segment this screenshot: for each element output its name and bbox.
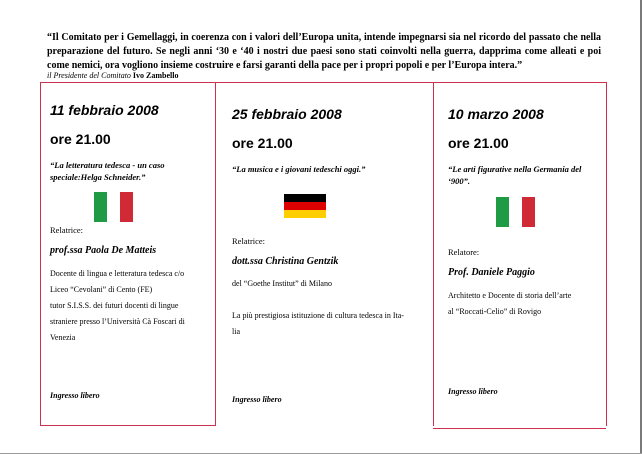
- germany-flag: [284, 194, 326, 218]
- column-divider-left: [40, 82, 41, 426]
- description-line: del “Goethe Institut” di Milano: [232, 279, 332, 288]
- entry-note: Ingresso libero: [448, 387, 498, 396]
- description-line: Venezia: [50, 333, 76, 342]
- event-topic: “Le arti figurative nella Germania del ‘900”.: [448, 164, 582, 186]
- speaker-name: prof.ssa Paola De Matteis: [50, 245, 157, 256]
- event-date: 11 febbraio 2008: [50, 102, 159, 118]
- role-label: Relatrice:: [50, 225, 84, 235]
- committee-quote: “Il Comitato per i Gemellaggi, in coerenza con i valori dell’Europa unita, intende impegnarsi sia nel ricordo del passato che nella preparazione del futuro. Se negli anni ‘30 e ‘40 i nostri due paesi sono stati coinvolti nella guerra, dapprima come alleati e poi come nemici, ora vogliono insieme costruire e farsi garanti della pace per i propri popoli e per l’Europa intera.”: [47, 32, 601, 72]
- speaker-name: dott.ssa Christina Gentzik: [232, 256, 339, 267]
- event-time: ore 21.00: [448, 135, 509, 151]
- description-line: straniere presso l’Università Cà Foscari di: [50, 317, 185, 326]
- role-label: Relatore:: [448, 247, 480, 257]
- footer-divider-right: [433, 428, 606, 429]
- description-line: Architetto e Docente di storia dell’arte: [448, 291, 572, 300]
- event-time: ore 21.00: [232, 135, 293, 151]
- quote-signature: [47, 71, 178, 80]
- signature-role: il Presidente del Comitato: [47, 71, 131, 80]
- italy-flag: [496, 197, 535, 227]
- description-line: Liceo “Cevolani” di Cento (FE): [50, 285, 153, 294]
- event-time: ore 21.00: [50, 131, 111, 147]
- speaker-name: Prof. Daniele Paggio: [448, 267, 535, 278]
- description-line: lia: [232, 327, 240, 336]
- footer-divider-left: [40, 425, 215, 426]
- speaker-description: [50, 266, 210, 346]
- description-line: La più prestigiosa istituzione di cultura tedesca in Ita-: [232, 311, 404, 320]
- description-line: al “Roccati-Celio” di Rovigo: [448, 307, 542, 316]
- description-line: tutor S.I.S.S. dei futuri docenti di lingue: [50, 301, 179, 310]
- signature-name: Ivo Zambello: [132, 71, 179, 80]
- entry-note: Ingresso libero: [50, 391, 100, 400]
- event-topic: “La letteratura tedesca - un caso speciale:Helga Schneider.”: [50, 160, 165, 182]
- description-line: Docente di lingua e letteratura tedesca c/o: [50, 269, 185, 278]
- column-divider-1: [215, 82, 216, 426]
- italy-flag: [94, 192, 133, 222]
- entry-note: Ingresso libero: [232, 395, 282, 404]
- speaker-description: [232, 276, 427, 340]
- column-divider-right: [606, 82, 607, 426]
- event-topic: “La musica e i giovani tedeschi oggi.”: [232, 164, 366, 174]
- role-label: Relatrice:: [232, 236, 266, 246]
- description-line: [232, 292, 427, 308]
- column-divider-2: [433, 82, 434, 426]
- speaker-description: [448, 288, 603, 320]
- event-date: 10 marzo 2008: [448, 106, 544, 122]
- event-date: 25 febbraio 2008: [232, 106, 342, 122]
- header-divider: [40, 82, 606, 83]
